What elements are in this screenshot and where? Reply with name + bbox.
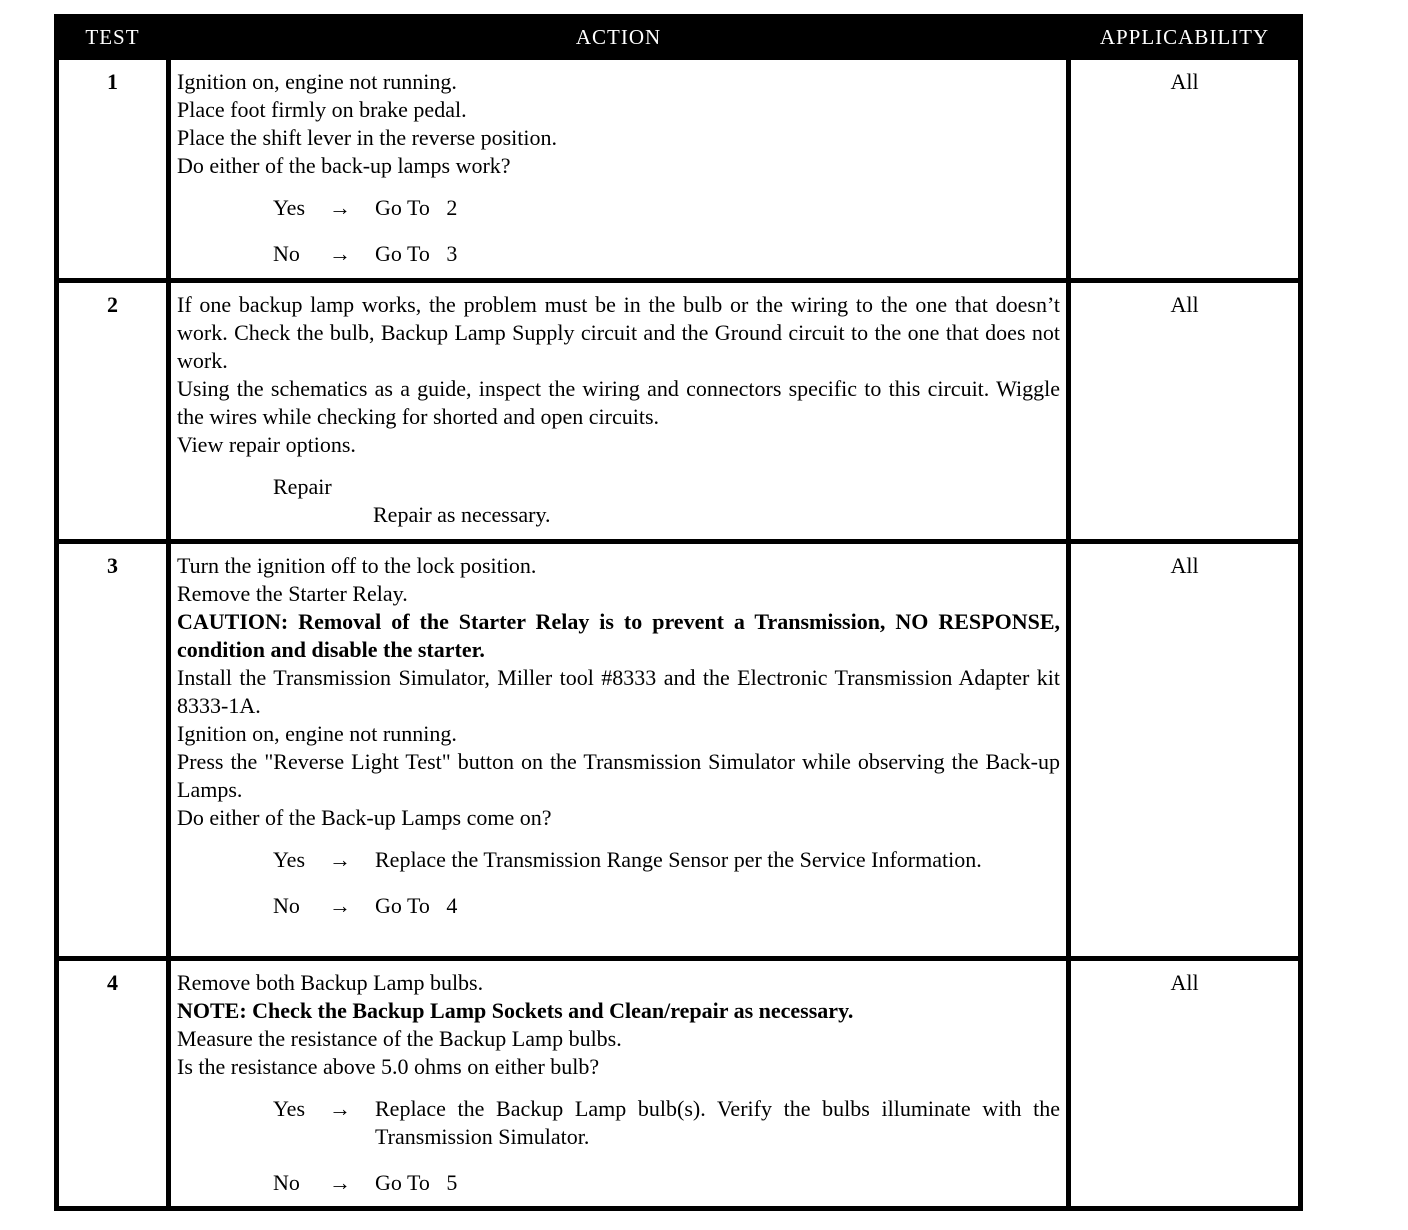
yes-label: Yes — [273, 195, 306, 220]
applicability-cell: All — [1069, 959, 1301, 1209]
yes-label: Yes — [273, 847, 306, 872]
header-applicability: APPLICABILITY — [1069, 17, 1301, 58]
yes-action: Replace the Transmission Range Sensor per the Service Information. — [375, 847, 982, 872]
test-row-1 — [57, 58, 1301, 281]
header-action: ACTION — [169, 17, 1069, 58]
yes-goto: Go To 2 — [375, 195, 458, 220]
action-cell — [169, 281, 1069, 542]
test-number: 1 — [57, 58, 169, 281]
action-line: Is the resistance above 5.0 ohms on either bulb? — [177, 1054, 600, 1079]
test-row-3 — [57, 542, 1301, 959]
branch-block — [273, 846, 1060, 920]
no-label: No — [273, 893, 300, 918]
no-goto: Go To 5 — [375, 1170, 458, 1195]
test-number: 2 — [57, 281, 169, 542]
arrow-icon: → — [329, 241, 351, 266]
action-line: Turn the ignition off to the lock position. — [177, 553, 537, 578]
repair-block — [273, 473, 1060, 529]
test-row-2 — [57, 281, 1301, 542]
yes-label: Yes — [273, 1096, 306, 1121]
branch-block — [273, 1095, 1060, 1197]
note-text: NOTE: Check the Backup Lamp Sockets and Clean/repair as necessary. — [177, 998, 854, 1023]
no-branch — [273, 240, 1060, 268]
diagnostic-table — [54, 14, 1303, 1211]
caution-text: CAUTION: Removal of the Starter Relay is to prevent a Transmission, NO RESPONSE, condition and disable the starter. — [177, 609, 1060, 662]
arrow-icon: → — [329, 893, 351, 918]
action-line: Place foot firmly on brake pedal. — [177, 97, 467, 122]
action-line: Place the shift lever in the reverse position. — [177, 125, 557, 150]
action-line: View repair options. — [177, 432, 356, 457]
arrow-icon: → — [329, 195, 351, 220]
action-line: Press the "Reverse Light Test" button on the Transmission Simulator while observing the Back-up Lamps. — [177, 749, 1060, 802]
action-line: Remove both Backup Lamp bulbs. — [177, 970, 484, 995]
no-branch — [273, 1169, 1060, 1197]
header-row — [57, 17, 1301, 58]
repair-label: Repair — [273, 474, 332, 499]
no-label: No — [273, 1170, 300, 1195]
yes-action: Replace the Backup Lamp bulb(s). Verify the bulbs illuminate with the Transmission Simulator. — [375, 1096, 1060, 1149]
action-cell — [169, 58, 1069, 281]
applicability-cell: All — [1069, 281, 1301, 542]
action-line: Ignition on, engine not running. — [177, 721, 457, 746]
action-line: Do either of the Back-up Lamps come on? — [177, 805, 552, 830]
branch-block — [273, 194, 1060, 268]
yes-branch — [273, 1095, 1060, 1151]
no-branch — [273, 892, 1060, 920]
arrow-icon: → — [329, 1096, 351, 1121]
action-cell — [169, 959, 1069, 1209]
yes-branch — [273, 846, 1060, 874]
applicability-cell: All — [1069, 58, 1301, 281]
action-line: Measure the resistance of the Backup Lamp bulbs. — [177, 1026, 622, 1051]
arrow-icon: → — [329, 847, 351, 872]
action-line: Remove the Starter Relay. — [177, 581, 408, 606]
action-line: Ignition on, engine not running. — [177, 69, 457, 94]
header-test: TEST — [57, 17, 169, 58]
action-line: Using the schematics as a guide, inspect the wiring and connectors specific to this circuit. Wiggle the wires while checking for shorted and open circuits. — [177, 376, 1060, 429]
action-line: Install the Transmission Simulator, Miller tool #8333 and the Electronic Transmission Adapter kit 8333-1A. — [177, 665, 1060, 718]
test-row-4 — [57, 959, 1301, 1209]
repair-text: Repair as necessary. — [373, 502, 551, 527]
action-line: If one backup lamp works, the problem must be in the bulb or the wiring to the one that doesn’t work. Check the bulb, Backup Lamp Supply circuit and the Ground circuit to the one that does not work. — [177, 292, 1060, 373]
action-line: Do either of the back-up lamps work? — [177, 153, 511, 178]
no-goto: Go To 4 — [375, 893, 458, 918]
yes-branch — [273, 194, 1060, 222]
no-goto: Go To 3 — [375, 241, 458, 266]
no-label: No — [273, 241, 300, 266]
applicability-cell: All — [1069, 542, 1301, 959]
arrow-icon: → — [329, 1170, 351, 1195]
test-number: 3 — [57, 542, 169, 959]
action-cell — [169, 542, 1069, 959]
test-number: 4 — [57, 959, 169, 1209]
